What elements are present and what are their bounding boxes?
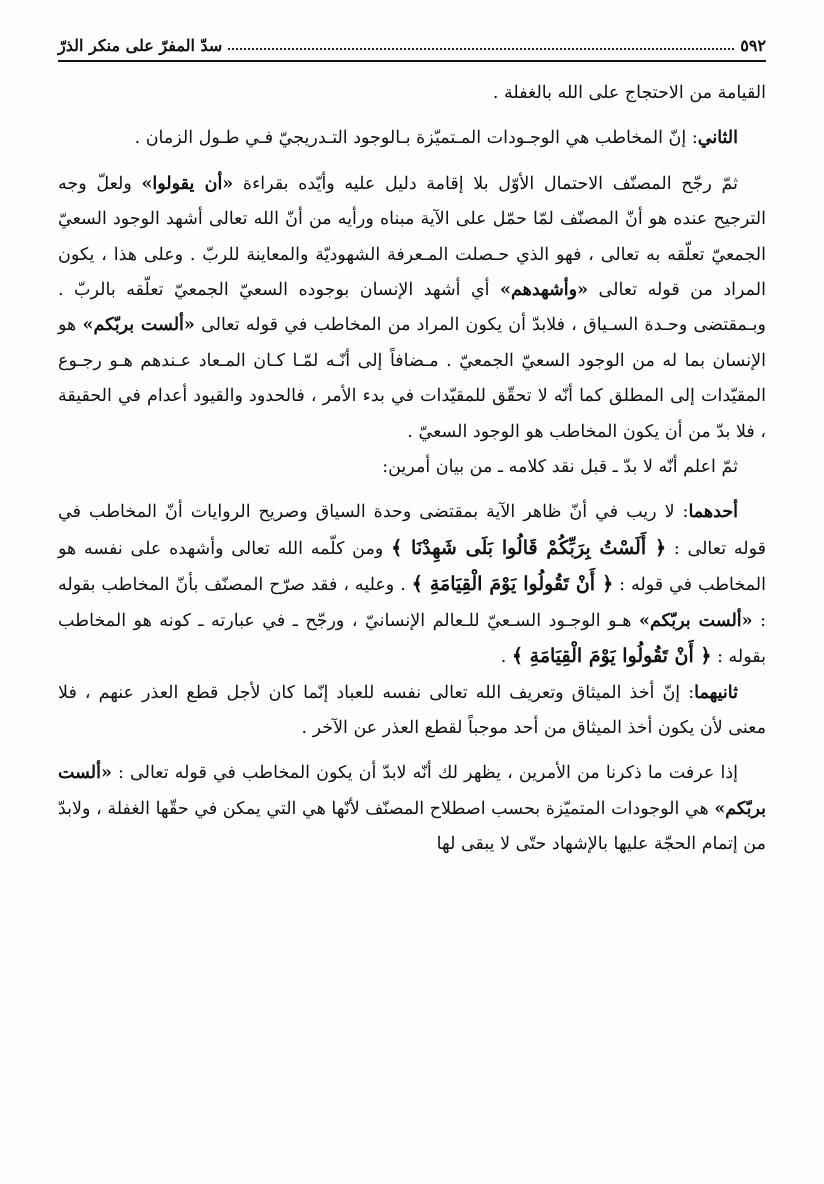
text-run: ثمّ اعلم أنّه لا بدّ ـ قبل نقد كلامه ـ من بيان أمرين: bbox=[382, 457, 738, 478]
page-header bbox=[58, 30, 766, 62]
text-run: هو الإنسان بما له من الوجود السعيّ الجمعيّ . مـضافاً إلى أنّـه لمّـا كـان المـعاد عـندهم هـو رجـوع المقيّدات إلى المطلق كما أنّه لا تحقّق للمقيّدات في بدء الأمر ، فالحدود والقيود أعدام في الحقيقة ، فلا بدّ من أن يكون المخاطب هو الوجود السعيّ . bbox=[58, 315, 766, 442]
bold-term: «وأشهدهم» bbox=[500, 280, 589, 301]
quran-verse: ﴿ أَلَسْتُ بِرَبِّكُمْ قَالُوا بَلَى شَهِدْنَا ﴾ bbox=[391, 536, 667, 559]
text-run: : لا ريب في أنّ ظاهر الآية بمقتضى وحدة السياق وصريح الروايات أنّ المخاطب في قوله تعالى : bbox=[58, 502, 766, 559]
bold-term: ثانيهما bbox=[694, 682, 738, 703]
bold-term: «ألست بربّكم» bbox=[639, 610, 753, 631]
page-number: ٥٩٢ bbox=[740, 35, 766, 55]
bold-term: الثاني bbox=[697, 128, 738, 149]
text-run: . bbox=[500, 647, 512, 668]
bold-term: «ألست بربّكم» bbox=[58, 763, 766, 819]
header-dotted-leader bbox=[228, 40, 734, 50]
text-run: إذا عرفت ما ذكرنا من الأمرين ، يظهر لك أنّه لابدّ أن يكون المخاطب في قوله تعالى : bbox=[111, 763, 738, 784]
paragraph bbox=[58, 676, 766, 747]
text-run: القيامة من الاحتجاج على الله بالغفلة . bbox=[492, 83, 766, 103]
text-run: . وعليه ، فقد صرّح المصنّف بأنّ المخاطب بقوله : bbox=[58, 575, 766, 631]
quran-verse: ﴿ أَنْ تَقُولُوا يَوْمَ الْقِيَامَةِ ﴾ bbox=[411, 573, 614, 596]
paragraph bbox=[58, 756, 766, 862]
paragraph bbox=[58, 450, 766, 485]
text-run: هي الوجودات المتميّزة بحسب اصطلاح المصنّف لأنّها هي التي يمكن في حقّها الغفلة ، ولابدّ من إتمام الحجّة عليها بالإشهاد حتّى لا يبقى لها bbox=[58, 798, 766, 855]
bold-term: «أن يقولوا» bbox=[141, 173, 234, 194]
text-run: : إنّ المخاطب هي الوجـودات المـتميّزة بـالوجود التـدريجيّ فـي طـول الزمان . bbox=[134, 128, 698, 149]
bold-term: «ألست بربّكم» bbox=[82, 315, 195, 336]
body-text bbox=[58, 76, 766, 863]
quran-verse: ﴿ أَنْ تَقُولُوا يَوْمَ الْقِيَامَةِ ﴾ bbox=[511, 645, 712, 668]
paragraph bbox=[58, 495, 766, 675]
text-run: ثمّ رجّح المصنّف الاحتمال الأوّل بلا إقامة دليل عليه وأيّده بقراءة bbox=[233, 173, 738, 194]
text-run: ومن كلّمه الله تعالى وأشهده على نفسه هو المخاطب في قوله : bbox=[58, 538, 766, 596]
paragraph bbox=[58, 167, 766, 450]
paragraph bbox=[58, 76, 766, 111]
text-run: أي أشهد الإنسان بوجوده السعيّ الجمعيّ تعلّقه بالربّ . وبـمقتضى وحـدة السـياق ، فلابدّ أن يكون المراد من المخاطب في قوله تعالى bbox=[58, 280, 766, 336]
paragraph bbox=[58, 121, 766, 156]
text-run: ولعلّ وجه الترجيح عنده هو أنّ المصنّف لمّا حمّل على الآية مبناه ورأيه من أنّ الله تعالى أشهد الوجود السعيّ الجمعيّ تعلّقه به تعالى ، فهو الذي حـصلت المـعرفة الشهوديّة والمعاينة للربّ . وعلى هذا ، يكون المراد من قوله تعالى bbox=[58, 173, 766, 301]
bold-term: أحدهما bbox=[688, 502, 738, 523]
text-run: : إنّ أخذ الميثاق وتعريف الله تعالى نفسه للعباد إنّما كان لأجل قطع العذر عنهم ، فلا معنى لأن يكون أخذ الميثاق من أحد موجباً لقطع العذر عن الآخر . bbox=[58, 682, 766, 738]
text-run: هـو الوجـود السـعيّ للـعالم الإنسانيّ ، ورجّح ـ في عبارته ـ كونه هو المخاطب بقوله : bbox=[58, 610, 766, 668]
running-title: سدّ المفرّ على منكر الذرّ bbox=[58, 35, 223, 55]
